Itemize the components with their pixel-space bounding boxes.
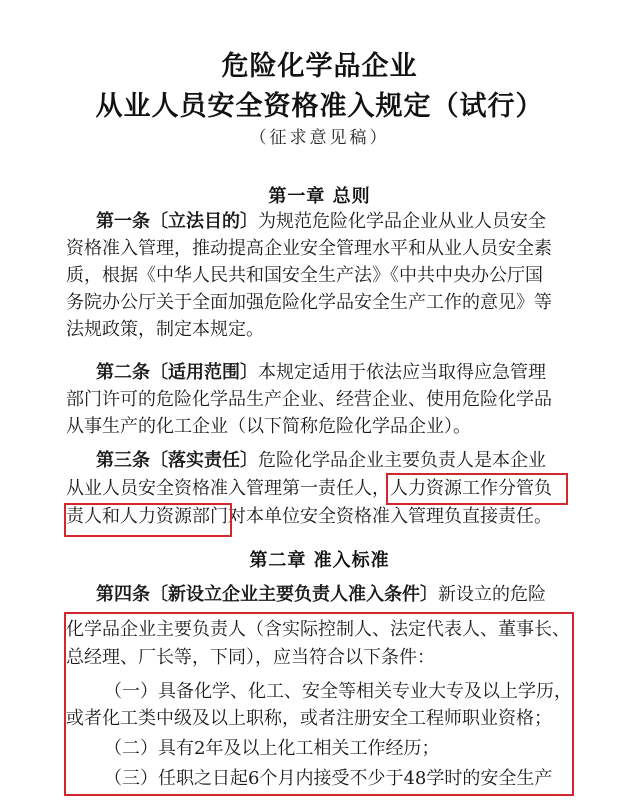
article2-first-line <box>96 361 616 385</box>
article1-first-line <box>96 210 616 234</box>
document-title-line1: 危险化学品企业 <box>221 51 418 82</box>
article3-line: 从业人员安全资格准入管理第一责任人，人力资源工作分管负 <box>66 478 552 499</box>
article4-line: 总经理、厂长等，下同），应当符合以下条件： <box>66 647 435 668</box>
article4-head: 第四条〔新设立企业主要负责人准入条件〕 <box>96 584 438 605</box>
article2-head: 第二条〔适用范围〕 <box>96 362 258 383</box>
highlight-box-article4 <box>64 612 574 796</box>
article4-line: （三）任职之日起6个月内接受不少于48学时的安全生产 <box>104 768 553 789</box>
highlight-box-hr-manager <box>386 473 568 505</box>
article4-line: （二）具有2年及以上化工相关工作经历； <box>104 738 440 759</box>
highlight-box-hr-department <box>64 503 232 537</box>
chapter2-heading: 第二章 准入标准 <box>249 550 390 571</box>
article4-line: 新设立的危险 <box>438 584 546 605</box>
chapter1-heading: 第一章 总则 <box>268 186 371 207</box>
article1-line: 质，根据《中华人民共和国安全生产法》《中共中央办公厅国 <box>66 265 543 286</box>
document-subtitle: （征求意见稿） <box>249 128 390 148</box>
article1-line: 资格准入管理，推动提高企业安全管理水平和从业人员安全素 <box>66 238 552 259</box>
article4-line: 化学品企业主要负责人（含实际控制人、法定代表人、董事长、 <box>66 619 570 640</box>
article1-line: 为规范危险化学品企业从业人员安全 <box>258 211 546 232</box>
article3-line: 责人和人力资源部门对本单位安全资格准入管理负直接责任。 <box>66 506 552 527</box>
article1-head: 第一条〔立法目的〕 <box>96 211 258 232</box>
article4-line: 或者化工类中级及以上职称，或者注册安全工程师职业资格； <box>66 708 552 729</box>
document-title-line2: 从业人员安全资格准入规定（试行） <box>95 91 544 122</box>
article2-line: 从事生产的化工企业（以下简称危险化学品企业）。 <box>66 416 471 437</box>
article1-line: 务院办公厅关于全面加强危险化学品安全生产工作的意见》等 <box>66 292 552 313</box>
article4-line: （一）具备化学、化工、安全等相关专业大专及以上学历， <box>104 681 572 702</box>
article3-head: 第三条〔落实责任〕 <box>96 450 258 471</box>
article1-line: 法规政策，制定本规定。 <box>66 319 264 340</box>
article2-line: 部门许可的危险化学品生产企业、经营企业、使用危险化学品 <box>66 389 552 410</box>
article3-line: 危险化学品企业主要负责人是本企业 <box>258 450 546 471</box>
article3-first-line <box>96 449 616 473</box>
article4-first-line <box>96 583 616 607</box>
article2-line: 本规定适用于依法应当取得应急管理 <box>258 362 546 383</box>
